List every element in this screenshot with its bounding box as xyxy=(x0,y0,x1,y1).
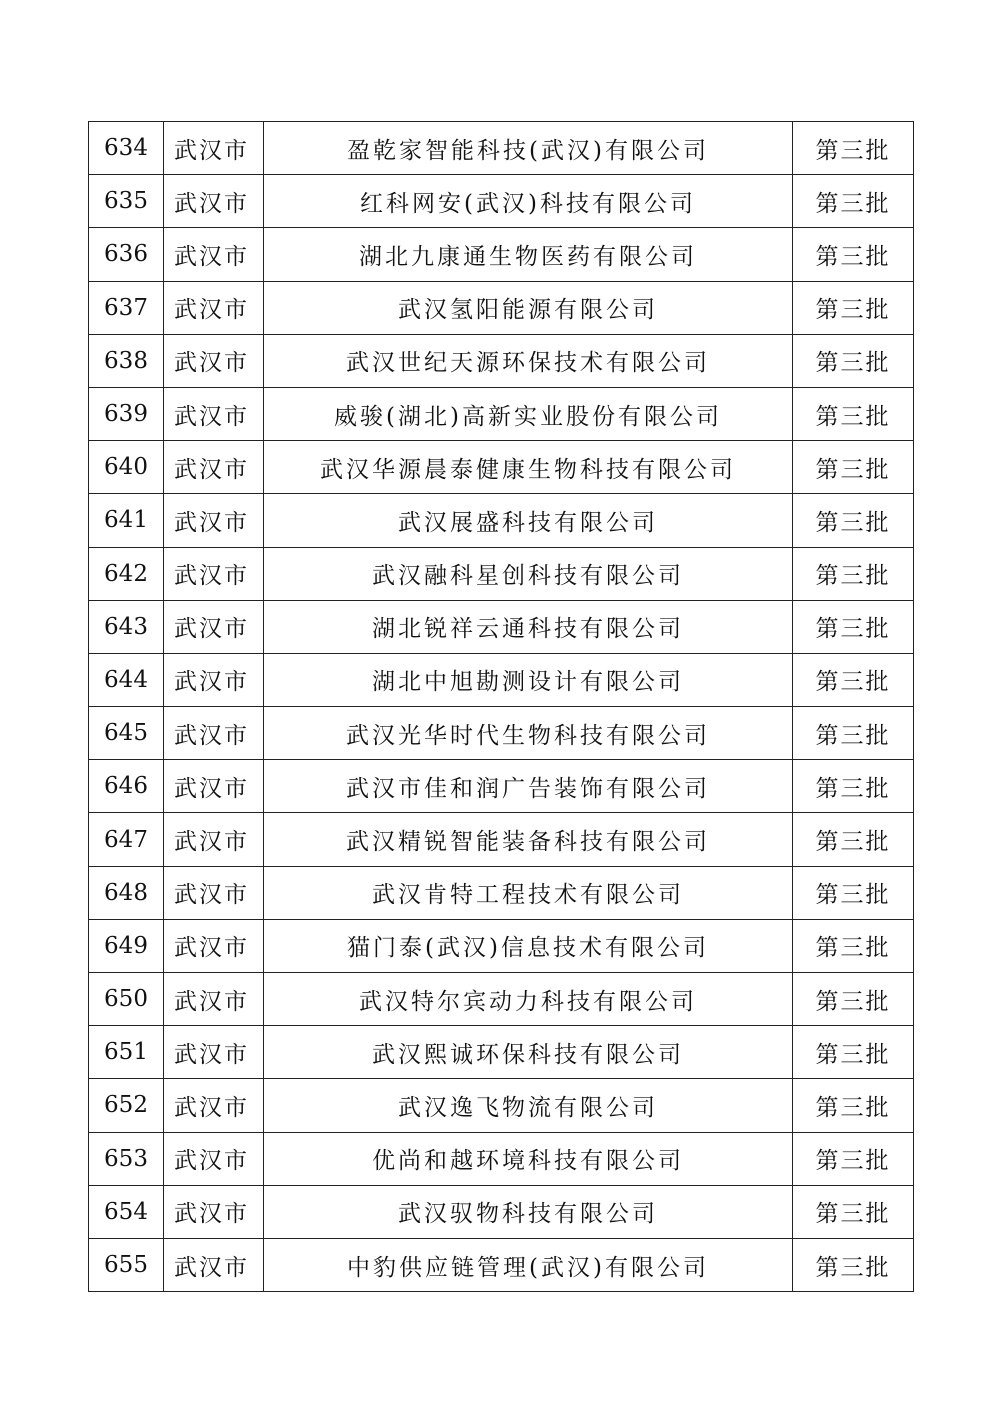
row-batch: 第三批 xyxy=(793,387,914,440)
row-batch: 第三批 xyxy=(793,760,914,813)
row-company-name: 湖北中旭勘测设计有限公司 xyxy=(264,653,793,706)
table-body xyxy=(89,122,914,1292)
row-company-name: 武汉熙诚环保科技有限公司 xyxy=(264,1026,793,1079)
row-batch: 第三批 xyxy=(793,122,914,175)
table-row xyxy=(89,600,914,653)
row-company-name: 武汉光华时代生物科技有限公司 xyxy=(264,707,793,760)
row-company-name: 湖北锐祥云通科技有限公司 xyxy=(264,600,793,653)
company-list-table xyxy=(88,121,914,1292)
row-number: 645 xyxy=(89,707,164,760)
table-row xyxy=(89,494,914,547)
row-city: 武汉市 xyxy=(164,228,264,281)
row-city: 武汉市 xyxy=(164,600,264,653)
row-number: 651 xyxy=(89,1026,164,1079)
row-company-name: 武汉氢阳能源有限公司 xyxy=(264,281,793,334)
table-row xyxy=(89,760,914,813)
table-row xyxy=(89,813,914,866)
row-number: 637 xyxy=(89,281,164,334)
row-number: 654 xyxy=(89,1185,164,1238)
row-number: 653 xyxy=(89,1132,164,1185)
row-batch: 第三批 xyxy=(793,707,914,760)
row-number: 655 xyxy=(89,1238,164,1291)
table-row xyxy=(89,707,914,760)
table-row xyxy=(89,122,914,175)
row-number: 642 xyxy=(89,547,164,600)
row-batch: 第三批 xyxy=(793,1132,914,1185)
row-city: 武汉市 xyxy=(164,1132,264,1185)
row-company-name: 盈乾家智能科技(武汉)有限公司 xyxy=(264,122,793,175)
row-city: 武汉市 xyxy=(164,547,264,600)
row-company-name: 湖北九康通生物医药有限公司 xyxy=(264,228,793,281)
table-row xyxy=(89,441,914,494)
row-company-name: 红科网安(武汉)科技有限公司 xyxy=(264,175,793,228)
row-city: 武汉市 xyxy=(164,973,264,1026)
row-batch: 第三批 xyxy=(793,1185,914,1238)
table-row xyxy=(89,1132,914,1185)
row-number: 636 xyxy=(89,228,164,281)
row-number: 639 xyxy=(89,387,164,440)
row-number: 641 xyxy=(89,494,164,547)
table-row xyxy=(89,919,914,972)
table-row xyxy=(89,1238,914,1291)
table-row xyxy=(89,653,914,706)
row-number: 650 xyxy=(89,973,164,1026)
row-number: 648 xyxy=(89,866,164,919)
table-row xyxy=(89,866,914,919)
row-batch: 第三批 xyxy=(793,1238,914,1291)
row-batch: 第三批 xyxy=(793,1079,914,1132)
table-row xyxy=(89,281,914,334)
row-number: 635 xyxy=(89,175,164,228)
row-number: 643 xyxy=(89,600,164,653)
row-batch: 第三批 xyxy=(793,441,914,494)
row-city: 武汉市 xyxy=(164,707,264,760)
row-number: 649 xyxy=(89,919,164,972)
table-row xyxy=(89,334,914,387)
row-company-name: 武汉市佳和润广告装饰有限公司 xyxy=(264,760,793,813)
row-city: 武汉市 xyxy=(164,813,264,866)
table-row xyxy=(89,387,914,440)
row-company-name: 武汉驭物科技有限公司 xyxy=(264,1185,793,1238)
row-number: 647 xyxy=(89,813,164,866)
row-city: 武汉市 xyxy=(164,387,264,440)
row-batch: 第三批 xyxy=(793,175,914,228)
row-number: 638 xyxy=(89,334,164,387)
row-company-name: 优尚和越环境科技有限公司 xyxy=(264,1132,793,1185)
row-company-name: 武汉特尔宾动力科技有限公司 xyxy=(264,973,793,1026)
row-company-name: 武汉华源晨泰健康生物科技有限公司 xyxy=(264,441,793,494)
table-row xyxy=(89,1079,914,1132)
table-row xyxy=(89,1026,914,1079)
row-company-name: 猫门泰(武汉)信息技术有限公司 xyxy=(264,919,793,972)
row-city: 武汉市 xyxy=(164,1185,264,1238)
row-city: 武汉市 xyxy=(164,122,264,175)
row-company-name: 武汉融科星创科技有限公司 xyxy=(264,547,793,600)
row-company-name: 威骏(湖北)高新实业股份有限公司 xyxy=(264,387,793,440)
row-company-name: 武汉精锐智能装备科技有限公司 xyxy=(264,813,793,866)
row-number: 634 xyxy=(89,122,164,175)
row-number: 644 xyxy=(89,653,164,706)
row-number: 652 xyxy=(89,1079,164,1132)
row-batch: 第三批 xyxy=(793,281,914,334)
row-batch: 第三批 xyxy=(793,653,914,706)
table-row xyxy=(89,547,914,600)
row-city: 武汉市 xyxy=(164,175,264,228)
row-city: 武汉市 xyxy=(164,441,264,494)
row-city: 武汉市 xyxy=(164,1238,264,1291)
row-city: 武汉市 xyxy=(164,494,264,547)
row-batch: 第三批 xyxy=(793,973,914,1026)
row-batch: 第三批 xyxy=(793,228,914,281)
row-city: 武汉市 xyxy=(164,334,264,387)
row-company-name: 武汉展盛科技有限公司 xyxy=(264,494,793,547)
table-row xyxy=(89,973,914,1026)
table-row xyxy=(89,1185,914,1238)
row-company-name: 武汉世纪天源环保技术有限公司 xyxy=(264,334,793,387)
row-city: 武汉市 xyxy=(164,1079,264,1132)
row-city: 武汉市 xyxy=(164,653,264,706)
row-company-name: 中豹供应链管理(武汉)有限公司 xyxy=(264,1238,793,1291)
row-city: 武汉市 xyxy=(164,919,264,972)
row-batch: 第三批 xyxy=(793,600,914,653)
row-number: 646 xyxy=(89,760,164,813)
row-city: 武汉市 xyxy=(164,281,264,334)
row-number: 640 xyxy=(89,441,164,494)
row-city: 武汉市 xyxy=(164,866,264,919)
table-row xyxy=(89,175,914,228)
row-city: 武汉市 xyxy=(164,760,264,813)
row-batch: 第三批 xyxy=(793,813,914,866)
table-row xyxy=(89,228,914,281)
row-company-name: 武汉肯特工程技术有限公司 xyxy=(264,866,793,919)
row-batch: 第三批 xyxy=(793,1026,914,1079)
row-batch: 第三批 xyxy=(793,866,914,919)
row-city: 武汉市 xyxy=(164,1026,264,1079)
row-batch: 第三批 xyxy=(793,494,914,547)
row-batch: 第三批 xyxy=(793,919,914,972)
row-company-name: 武汉逸飞物流有限公司 xyxy=(264,1079,793,1132)
row-batch: 第三批 xyxy=(793,547,914,600)
row-batch: 第三批 xyxy=(793,334,914,387)
